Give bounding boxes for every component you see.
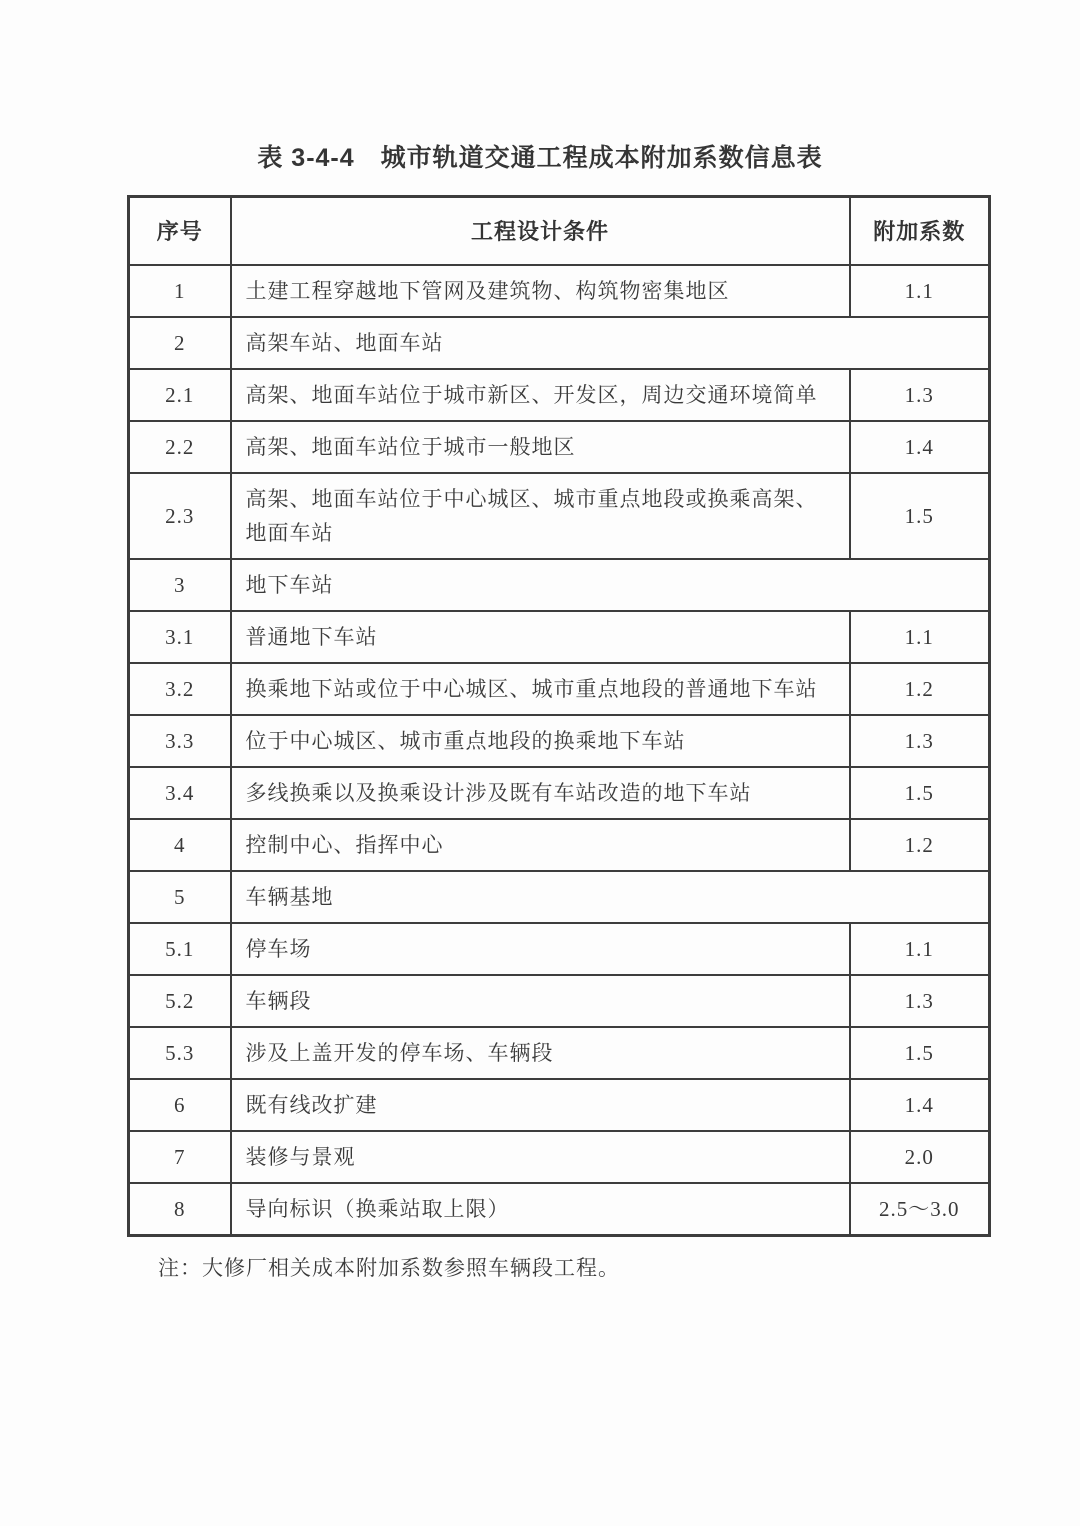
table-row [129, 871, 990, 923]
page-title: 表 3-4-4 城市轨道交通工程成本附加系数信息表 [257, 144, 823, 172]
row-number-cell: 3.1 [129, 611, 231, 663]
row-coefficient-cell: 1.4 [850, 1079, 990, 1131]
row-coefficient-cell: 1.2 [850, 663, 990, 715]
row-number-cell: 5 [129, 871, 231, 923]
row-condition-cell: 装修与景观 [231, 1131, 850, 1183]
row-coefficient-cell: 2.5～3.0 [850, 1183, 990, 1236]
row-coefficient-cell: 1.1 [850, 265, 990, 317]
row-number-cell: 5.1 [129, 923, 231, 975]
row-number-cell: 2 [129, 317, 231, 369]
row-coefficient-cell: 1.3 [850, 975, 990, 1027]
header-seq-number: 序号 [129, 197, 231, 265]
table-row [129, 663, 990, 715]
row-condition-cell: 高架车站、地面车站 [231, 317, 990, 369]
row-condition-cell: 车辆基地 [231, 871, 990, 923]
row-condition-cell: 普通地下车站 [231, 611, 850, 663]
row-condition-cell: 高架、地面车站位于城市一般地区 [231, 421, 850, 473]
coefficient-table [127, 195, 991, 1237]
row-number-cell: 6 [129, 1079, 231, 1131]
row-coefficient-cell: 1.4 [850, 421, 990, 473]
row-number-cell: 8 [129, 1183, 231, 1236]
row-coefficient-cell: 1.3 [850, 369, 990, 421]
row-number-cell: 4 [129, 819, 231, 871]
row-number-cell: 3.3 [129, 715, 231, 767]
table-row [129, 715, 990, 767]
footnote: 注：大修厂相关成本附加系数参照车辆段工程。 [158, 1255, 620, 1280]
table-row [129, 1183, 990, 1236]
table-header-row [129, 197, 990, 265]
row-coefficient-cell: 1.1 [850, 923, 990, 975]
table-row [129, 559, 990, 611]
row-condition-cell: 多线换乘以及换乘设计涉及既有车站改造的地下车站 [231, 767, 850, 819]
table-row [129, 767, 990, 819]
table-row [129, 265, 990, 317]
table-row [129, 975, 990, 1027]
row-coefficient-cell: 1.5 [850, 767, 990, 819]
table-body [129, 265, 990, 1236]
row-condition-cell: 高架、地面车站位于城市新区、开发区，周边交通环境简单 [231, 369, 850, 421]
row-condition-cell: 换乘地下站或位于中心城区、城市重点地段的普通地下车站 [231, 663, 850, 715]
row-coefficient-cell: 1.1 [850, 611, 990, 663]
table-row [129, 473, 990, 559]
row-coefficient-cell: 1.2 [850, 819, 990, 871]
row-number-cell: 3 [129, 559, 231, 611]
row-condition-cell: 涉及上盖开发的停车场、车辆段 [231, 1027, 850, 1079]
table-row [129, 1027, 990, 1079]
table-row [129, 923, 990, 975]
row-number-cell: 5.2 [129, 975, 231, 1027]
table-row [129, 1131, 990, 1183]
table-row [129, 317, 990, 369]
row-number-cell: 2.1 [129, 369, 231, 421]
table-row [129, 611, 990, 663]
row-number-cell: 2.3 [129, 473, 231, 559]
row-coefficient-cell: 1.5 [850, 1027, 990, 1079]
row-condition-cell: 停车场 [231, 923, 850, 975]
table-row [129, 369, 990, 421]
row-number-cell: 7 [129, 1131, 231, 1183]
row-number-cell: 3.4 [129, 767, 231, 819]
header-additional-coefficient: 附加系数 [850, 197, 990, 265]
row-condition-cell: 车辆段 [231, 975, 850, 1027]
row-condition-cell: 导向标识（换乘站取上限） [231, 1183, 850, 1236]
row-number-cell: 5.3 [129, 1027, 231, 1079]
row-condition-cell: 既有线改扩建 [231, 1079, 850, 1131]
row-coefficient-cell: 2.0 [850, 1131, 990, 1183]
table-row [129, 819, 990, 871]
row-condition-cell: 地下车站 [231, 559, 990, 611]
table-row [129, 1079, 990, 1131]
row-condition-cell: 高架、地面车站位于中心城区、城市重点地段或换乘高架、地面车站 [231, 473, 850, 559]
row-number-cell: 2.2 [129, 421, 231, 473]
row-condition-cell: 土建工程穿越地下管网及建筑物、构筑物密集地区 [231, 265, 850, 317]
row-condition-cell: 位于中心城区、城市重点地段的换乘地下车站 [231, 715, 850, 767]
row-coefficient-cell: 1.5 [850, 473, 990, 559]
row-coefficient-cell: 1.3 [850, 715, 990, 767]
row-condition-cell: 控制中心、指挥中心 [231, 819, 850, 871]
row-number-cell: 1 [129, 265, 231, 317]
table-row [129, 421, 990, 473]
row-number-cell: 3.2 [129, 663, 231, 715]
header-design-condition: 工程设计条件 [231, 197, 850, 265]
